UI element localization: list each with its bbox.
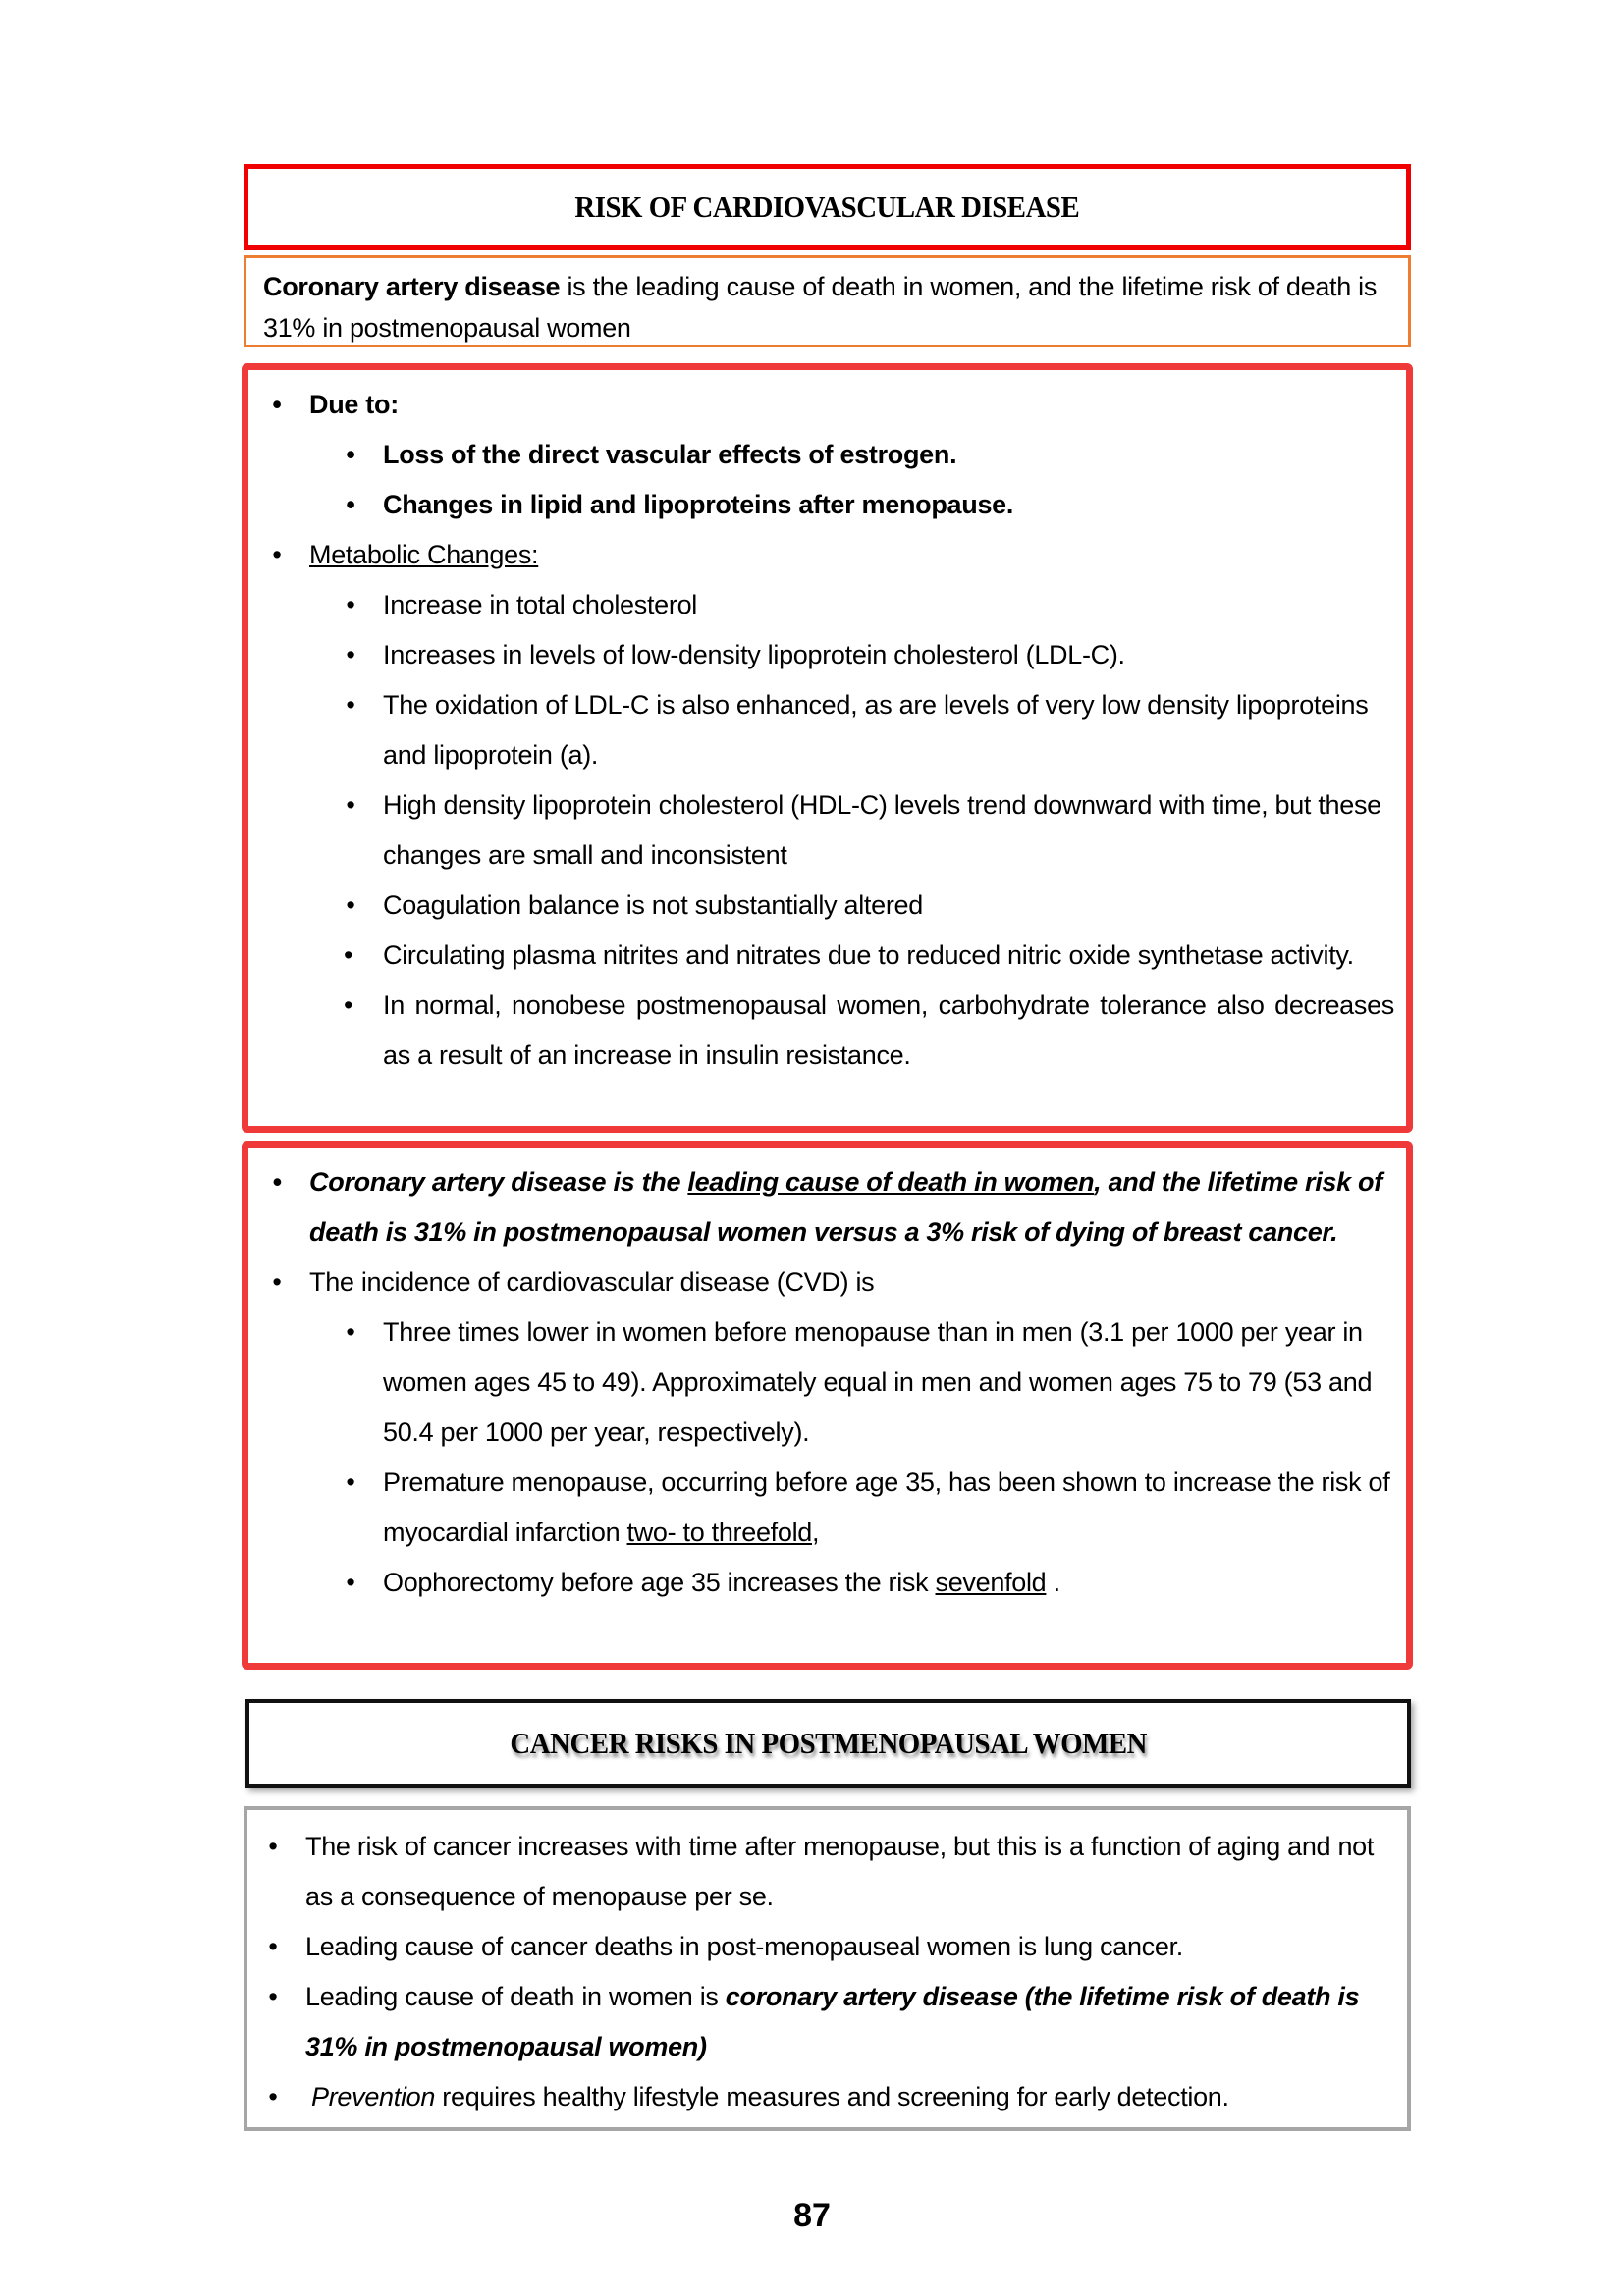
bullet-icon: • xyxy=(344,940,353,970)
list-item: • High density lipoprotein cholesterol (HDL-C) levels trend downward with time, but these changes are small and inconsistent xyxy=(270,780,1394,881)
cancer-title: CANCER RISKS IN POSTMENOPAUSAL WOMEN xyxy=(510,1726,1147,1760)
cancer-list xyxy=(266,1822,1395,2122)
bullet-icon: • xyxy=(268,1982,278,2011)
bullet-icon: • xyxy=(346,790,355,820)
bullet-icon: • xyxy=(346,440,355,469)
list-item: • Increases in levels of low-density lipoprotein cholesterol (LDL-C). xyxy=(270,630,1394,680)
bullet-icon: • xyxy=(346,590,355,619)
summary-text: is the leading cause of death in women, and the lifetime risk of death is 31% in postmenopausal women xyxy=(263,272,1378,343)
bullet-icon: • xyxy=(268,1832,278,1861)
list-item-cad: • Coronary artery disease is the leading cause of death in women, and the lifetime risk of death is 31% in postmenopausal women versus a 3% risk of dying of breast cancer. xyxy=(270,1157,1394,1257)
bullet-icon: • xyxy=(272,1267,282,1297)
bullet-icon: • xyxy=(268,2082,278,2111)
list-item: • Circulating plasma nitrites and nitrates due to reduced nitric oxide synthetase activity. xyxy=(270,931,1394,981)
cancer-title-box xyxy=(245,1699,1411,1788)
list-item: • Changes in lipid and lipoproteins after menopause. xyxy=(270,480,1394,530)
incidence-list xyxy=(270,1157,1394,1608)
cvd-title-box xyxy=(244,164,1411,250)
cvd-title: RISK OF CARDIOVASCULAR DISEASE xyxy=(574,189,1080,224)
list-item: • Oophorectomy before age 35 increases the risk sevenfold . xyxy=(270,1558,1394,1608)
list-item: • The oxidation of LDL-C is also enhanced, as are levels of very low density lipoproteins and lipoprotein (a). xyxy=(270,680,1394,780)
list-item: • In normal, nonobese postmenopausal women, carbohydrate tolerance also decreases as a result of an increase in insulin resistance. xyxy=(270,981,1394,1081)
list-item: • Loss of the direct vascular effects of estrogen. xyxy=(270,430,1394,480)
list-item: • Prevention requires healthy lifestyle measures and screening for early detection. xyxy=(266,2072,1395,2122)
bullet-icon: • xyxy=(272,540,282,569)
bullet-icon: • xyxy=(346,1317,355,1347)
bullet-icon: • xyxy=(268,1932,278,1961)
bullet-icon: • xyxy=(346,640,355,669)
list-item-due-to: • Due to: xyxy=(270,380,1394,430)
bullet-icon: • xyxy=(272,390,282,419)
bullet-icon: • xyxy=(346,1568,355,1597)
bullet-icon: • xyxy=(346,1468,355,1497)
cancer-risks-box xyxy=(244,1806,1411,2131)
bullet-icon: • xyxy=(346,890,355,920)
list-item: • Three times lower in women before menopause than in men (3.1 per 1000 per year in women ages 45 to 49). Approximately equal in men and women ages 75 to 79 (53 and 50.4 per 1000 per year, respectively). xyxy=(270,1308,1394,1458)
list-item: • The risk of cancer increases with time after menopause, but this is a function of aging and not as a consequence of menopause per se. xyxy=(266,1822,1395,1922)
list-item-metabolic: • Metabolic Changes: xyxy=(270,530,1394,580)
summary-lead: Coronary artery disease xyxy=(263,272,561,301)
bullet-icon: • xyxy=(344,990,353,1020)
list-item-incidence: • The incidence of cardiovascular disease (CVD) is xyxy=(270,1257,1394,1308)
cvd-incidence-box xyxy=(242,1141,1413,1670)
bullet-icon: • xyxy=(346,690,355,720)
list-item: • Leading cause of cancer deaths in post-menopauseal women is lung cancer. xyxy=(266,1922,1395,1972)
list-item: • Coagulation balance is not substantially altered xyxy=(270,881,1394,931)
causes-list xyxy=(270,380,1394,1081)
bullet-icon: • xyxy=(272,1167,282,1197)
bullet-icon: • xyxy=(346,490,355,519)
list-item: • Leading cause of death in women is coronary artery disease (the lifetime risk of death is 31% in postmenopausal women) xyxy=(266,1972,1395,2072)
cvd-summary-box xyxy=(244,255,1411,347)
page-number: 87 xyxy=(793,2197,831,2234)
cvd-causes-box xyxy=(242,363,1413,1133)
list-item: • Increase in total cholesterol xyxy=(270,580,1394,630)
list-item: • Premature menopause, occurring before age 35, has been shown to increase the risk of myocardial infarction two- to threefold, xyxy=(270,1458,1394,1558)
